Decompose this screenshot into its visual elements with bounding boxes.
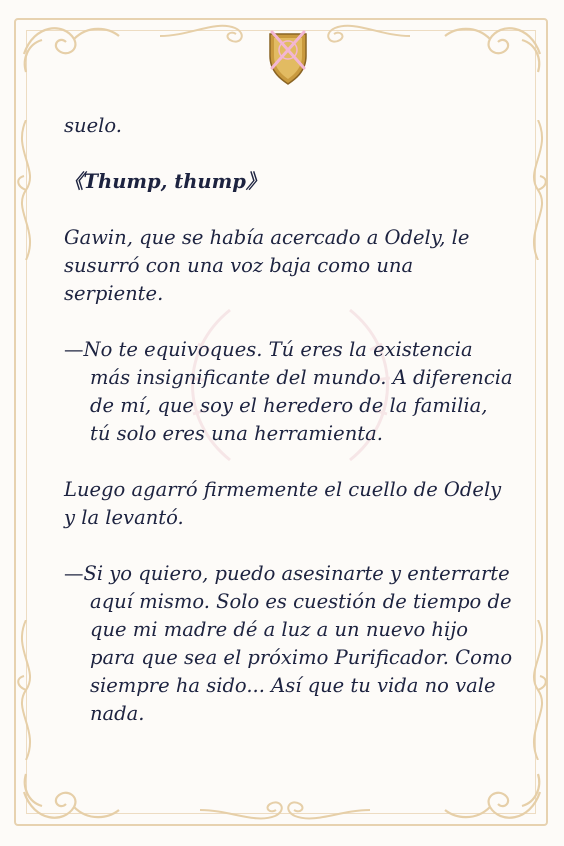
paragraph-1: suelo.: [64, 114, 122, 137]
side-ornament-right-lower: [520, 620, 556, 760]
corner-ornament-top-right: [440, 14, 550, 84]
dialogue-2-text: Si yo quiero, puedo asesinarte y enterrarte aquí mismo. Solo es cuestión de tiempo de que mi madre dé a luz a un nuevo hijo para que sea el próximo Purificador. Como siempre ha sido... Así que tu vida no vale nada.: [83, 562, 513, 725]
dialogue-1: [64, 336, 514, 448]
side-ornament-right-upper: [520, 120, 556, 260]
shield-crest-icon: [264, 28, 312, 86]
story-text: [64, 112, 514, 756]
dialogue-1-text: No te equivoques. Tú eres la existencia más insignificante del mundo. A diferencia de mí, que soy el heredero de la familia, tú solo eres una herramienta.: [83, 338, 513, 445]
dialogue-2: [64, 560, 514, 728]
paragraph-5: Luego agarró firmemente el cuello de Odely y la levantó.: [64, 478, 502, 529]
side-ornament-left-upper: [8, 120, 44, 260]
bottom-scroll-ornament: [200, 790, 370, 830]
corner-ornament-bottom-left: [14, 762, 124, 832]
top-scroll-ornament-left: [160, 14, 260, 54]
dialogue-dash: —: [64, 338, 84, 361]
sound-effect: 《Thump, thump》: [64, 170, 266, 193]
corner-ornament-top-left: [14, 14, 124, 84]
dialogue-dash: —: [64, 562, 84, 585]
paragraph-3: Gawin, que se había acercado a Odely, le susurró con una voz baja como una serpiente.: [64, 226, 470, 305]
corner-ornament-bottom-right: [440, 762, 550, 832]
side-ornament-left-lower: [8, 620, 44, 760]
top-scroll-ornament-right: [310, 14, 410, 54]
